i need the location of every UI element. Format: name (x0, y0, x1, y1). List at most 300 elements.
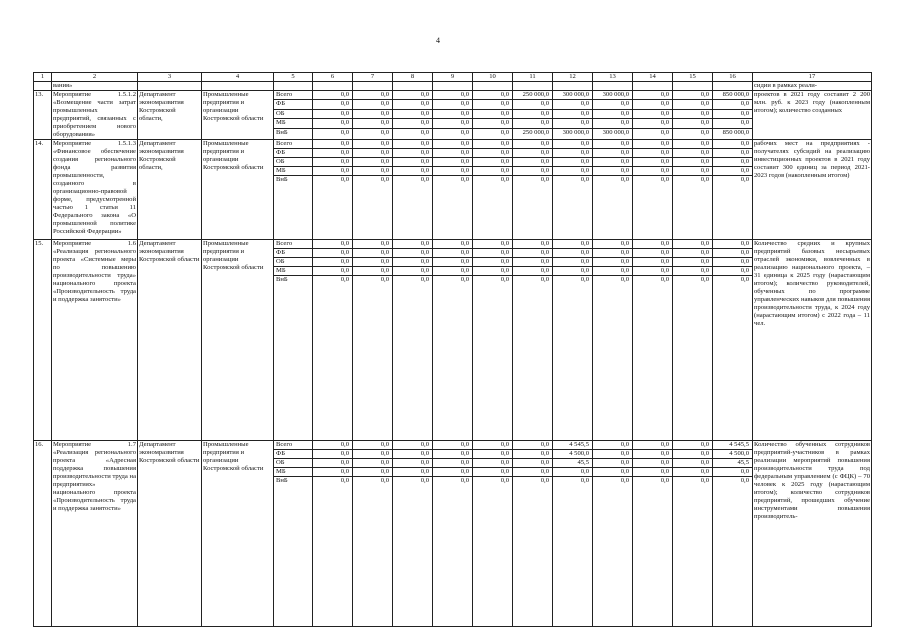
funding-source: МБ (274, 167, 313, 176)
value-cell: 0,0 (673, 128, 713, 140)
value-cell: 0,0 (473, 249, 513, 258)
header-cell: 14 (633, 73, 673, 82)
value-cell: 0,0 (473, 477, 513, 627)
cell-empty (433, 82, 473, 91)
value-cell: 0,0 (553, 477, 593, 627)
header-cell: 8 (393, 73, 433, 82)
value-cell: 0,0 (313, 158, 353, 167)
value-cell: 0,0 (553, 167, 593, 176)
cell-empty (353, 82, 393, 91)
value-cell: 0,0 (513, 468, 553, 477)
value-cell: 0,0 (673, 109, 713, 118)
header-row (34, 73, 872, 82)
header-cell: 1 (34, 73, 52, 82)
funding-source: ФБ (274, 249, 313, 258)
value-cell: 0,0 (673, 240, 713, 249)
value-cell: 0,0 (593, 477, 633, 627)
value-cell: 0,0 (313, 450, 353, 459)
value-cell: 0,0 (353, 109, 393, 118)
funding-source: ОБ (274, 459, 313, 468)
value-cell: 0,0 (513, 276, 553, 441)
value-cell: 0,0 (713, 100, 753, 109)
value-cell: 0,0 (513, 240, 553, 249)
value-cell: 0,0 (553, 100, 593, 109)
value-cell: 0,0 (593, 441, 633, 450)
funding-source: МБ (274, 267, 313, 276)
value-cell: 0,0 (633, 109, 673, 118)
value-cell: 0,0 (513, 149, 553, 158)
value-cell: 0,0 (553, 276, 593, 441)
row-number: 16. (34, 441, 52, 627)
value-cell: 0,0 (353, 276, 393, 441)
value-cell: 0,0 (433, 459, 473, 468)
value-cell: 0,0 (353, 249, 393, 258)
cell-empty (34, 82, 52, 91)
funding-source: МБ (274, 119, 313, 128)
value-cell: 0,0 (353, 258, 393, 267)
value-cell: 0,0 (433, 149, 473, 158)
value-cell: 0,0 (593, 468, 633, 477)
value-cell: 0,0 (513, 441, 553, 450)
value-cell: 0,0 (393, 276, 433, 441)
value-cell: 0,0 (633, 91, 673, 100)
measure-name: Мероприятие 1.5.1.3 «Финансовое обеспечение создания регионального фонда развития промышленности, созданного в организационно-правовой форме, предусмотренной частью 1 статьи 11 Федерального закона «О промышленной политике Российской Федерации» (52, 140, 138, 240)
value-cell: 0,0 (393, 240, 433, 249)
value-cell: 300 000,0 (553, 91, 593, 100)
value-cell: 0,0 (553, 267, 593, 276)
value-cell: 300 000,0 (593, 91, 633, 100)
value-cell: 0,0 (513, 176, 553, 240)
value-cell: 0,0 (313, 119, 353, 128)
value-cell: 250 000,0 (513, 128, 553, 140)
value-cell: 0,0 (433, 450, 473, 459)
cell-empty (593, 82, 633, 91)
value-cell: 0,0 (353, 149, 393, 158)
value-cell: 0,0 (313, 441, 353, 450)
value-cell: 0,0 (513, 100, 553, 109)
value-cell: 0,0 (473, 109, 513, 118)
value-cell: 0,0 (393, 158, 433, 167)
value-cell: 0,0 (553, 149, 593, 158)
funding-source: ВнБ (274, 477, 313, 627)
value-cell: 0,0 (353, 100, 393, 109)
value-cell: 4 545,5 (713, 441, 753, 450)
value-cell: 0,0 (433, 158, 473, 167)
header-cell: 15 (673, 73, 713, 82)
value-cell: 0,0 (713, 249, 753, 258)
value-cell: 0,0 (313, 149, 353, 158)
value-cell: 0,0 (433, 100, 473, 109)
value-cell: 0,0 (593, 450, 633, 459)
value-cell: 0,0 (593, 158, 633, 167)
program-table (33, 72, 872, 627)
funding-source: ОБ (274, 109, 313, 118)
value-cell: 0,0 (673, 91, 713, 100)
value-cell: 0,0 (313, 91, 353, 100)
value-cell: 0,0 (593, 459, 633, 468)
value-cell: 0,0 (473, 240, 513, 249)
value-cell: 0,0 (433, 276, 473, 441)
value-cell: 0,0 (433, 167, 473, 176)
value-cell: 850 000,0 (713, 128, 753, 140)
value-cell: 0,0 (433, 128, 473, 140)
cell-empty (473, 82, 513, 91)
header-cell: 11 (513, 73, 553, 82)
value-cell: 0,0 (393, 119, 433, 128)
value-cell: 0,0 (393, 128, 433, 140)
cell-empty (274, 82, 313, 91)
value-cell: 0,0 (393, 100, 433, 109)
funding-source: ФБ (274, 450, 313, 459)
value-cell: 0,0 (313, 276, 353, 441)
value-cell: 0,0 (353, 91, 393, 100)
value-cell: 0,0 (553, 468, 593, 477)
value-cell: 0,0 (393, 176, 433, 240)
funding-source: ОБ (274, 258, 313, 267)
value-cell: 0,0 (313, 249, 353, 258)
value-cell: 0,0 (313, 140, 353, 149)
value-cell: 0,0 (633, 158, 673, 167)
page-number: 4 (436, 36, 440, 45)
value-cell: 0,0 (713, 140, 753, 149)
value-cell: 0,0 (673, 176, 713, 240)
value-cell: 0,0 (473, 119, 513, 128)
value-cell: 0,0 (513, 167, 553, 176)
value-cell: 0,0 (313, 459, 353, 468)
value-cell: 0,0 (313, 167, 353, 176)
value-cell: 0,0 (673, 167, 713, 176)
value-cell: 0,0 (313, 128, 353, 140)
value-cell: 0,0 (673, 267, 713, 276)
participant: Промышленные предприятия и организации Костромской области (202, 441, 274, 627)
funding-source: Всего (274, 140, 313, 149)
funding-source: ОБ (274, 158, 313, 167)
header-cell: 3 (138, 73, 202, 82)
measure-name: Мероприятие 1.6 «Реализация регионального проекта «Системные меры по повышению производительности труда» национального проекта «Производительность труда и поддержка занятости» (52, 240, 138, 441)
value-cell: 0,0 (473, 128, 513, 140)
value-cell: 0,0 (313, 468, 353, 477)
value-cell: 0,0 (473, 158, 513, 167)
header-cell: 2 (52, 73, 138, 82)
value-cell: 0,0 (673, 459, 713, 468)
value-cell: 0,0 (433, 176, 473, 240)
value-cell: 0,0 (513, 119, 553, 128)
value-cell: 0,0 (713, 258, 753, 267)
header-cell: 5 (274, 73, 313, 82)
value-cell: 0,0 (633, 459, 673, 468)
table-row (34, 240, 872, 249)
funding-source: Всего (274, 441, 313, 450)
value-cell: 0,0 (393, 258, 433, 267)
table-row (34, 91, 872, 100)
value-cell: 0,0 (393, 109, 433, 118)
value-cell: 0,0 (633, 119, 673, 128)
table-row (34, 441, 872, 450)
table-row (34, 140, 872, 149)
value-cell: 0,0 (313, 100, 353, 109)
participant: Промышленные предприятия и организации Костромской области (202, 240, 274, 441)
cell-empty (713, 82, 753, 91)
executor: Департамент экономразвития Костромской области (138, 441, 202, 627)
result-text: Количество средних и крупных предприятий базовых несырьевых отраслей экономики, вовлеченных в реализацию национального проекта, – 31 единица к 2025 году (нарастающим итогом); количество руководителей, обученных по программе управленческих навыков для повышения производительности труда, к 2024 году (нарастающим итогом) с 2022 года – 11 чел. (753, 240, 872, 441)
value-cell: 0,0 (633, 149, 673, 158)
row-number: 14. (34, 140, 52, 240)
result-text: Количество обученных сотрудников предприятий-участников в рамках реализации мероприятий повышения производительности труда под федеральным управлением (с ФЦК) – 70 человек к 2025 году (нарастающим итогом); количество сотрудников предприятий, прошедших обучение инструментами повышения производитель- (753, 441, 872, 627)
value-cell: 0,0 (313, 258, 353, 267)
value-cell: 0,0 (673, 276, 713, 441)
value-cell: 0,0 (553, 109, 593, 118)
continuation-row (34, 82, 872, 91)
value-cell: 0,0 (633, 468, 673, 477)
value-cell: 45,5 (713, 459, 753, 468)
value-cell: 0,0 (473, 149, 513, 158)
value-cell: 0,0 (313, 109, 353, 118)
value-cell: 0,0 (393, 477, 433, 627)
value-cell: 0,0 (513, 249, 553, 258)
cell-empty (313, 82, 353, 91)
value-cell: 0,0 (673, 450, 713, 459)
measure-name: Мероприятие 1.7 «Реализация регионального проекта «Адресная поддержка повышения производительности труда на предприятиях» национального проекта «Производительность труда и поддержка занятости» (52, 441, 138, 627)
value-cell: 850 000,0 (713, 91, 753, 100)
value-cell: 0,0 (353, 459, 393, 468)
executor: Департамент экономразвития Костромской области, (138, 140, 202, 240)
value-cell: 0,0 (713, 149, 753, 158)
header-cell: 10 (473, 73, 513, 82)
value-cell: 0,0 (433, 240, 473, 249)
value-cell: 0,0 (593, 249, 633, 258)
value-cell: 0,0 (393, 450, 433, 459)
value-cell: 0,0 (313, 267, 353, 276)
funding-source: ВнБ (274, 128, 313, 140)
continuation-result: сидии в рамках реали- (753, 82, 872, 91)
value-cell: 0,0 (713, 176, 753, 240)
value-cell: 0,0 (593, 149, 633, 158)
value-cell: 0,0 (393, 468, 433, 477)
value-cell: 0,0 (673, 249, 713, 258)
cell-empty (202, 82, 274, 91)
value-cell: 0,0 (353, 140, 393, 149)
value-cell: 0,0 (473, 441, 513, 450)
cell-empty (553, 82, 593, 91)
value-cell: 0,0 (353, 477, 393, 627)
value-cell: 0,0 (673, 149, 713, 158)
value-cell: 0,0 (473, 450, 513, 459)
value-cell: 0,0 (433, 140, 473, 149)
value-cell: 0,0 (593, 276, 633, 441)
value-cell: 0,0 (633, 140, 673, 149)
value-cell: 0,0 (473, 91, 513, 100)
value-cell: 0,0 (513, 258, 553, 267)
value-cell: 0,0 (633, 450, 673, 459)
value-cell: 0,0 (433, 249, 473, 258)
funding-source: ФБ (274, 100, 313, 109)
value-cell: 0,0 (553, 240, 593, 249)
value-cell: 0,0 (673, 140, 713, 149)
value-cell: 300 000,0 (553, 128, 593, 140)
measure-name: Мероприятие 1.5.1.2 «Возмещение части затрат промышленных предприятий, связанных с приобретением нового оборудования» (53, 91, 136, 138)
value-cell: 0,0 (553, 158, 593, 167)
header-cell: 9 (433, 73, 473, 82)
value-cell: 0,0 (553, 249, 593, 258)
value-cell: 0,0 (593, 167, 633, 176)
value-cell: 0,0 (633, 176, 673, 240)
value-cell: 0,0 (353, 167, 393, 176)
row-number: 15. (34, 240, 52, 441)
cell-empty (673, 82, 713, 91)
value-cell: 0,0 (593, 100, 633, 109)
value-cell: 0,0 (593, 258, 633, 267)
value-cell: 0,0 (633, 249, 673, 258)
value-cell: 0,0 (433, 441, 473, 450)
value-cell: 0,0 (393, 91, 433, 100)
value-cell: 0,0 (393, 249, 433, 258)
cell-empty (633, 82, 673, 91)
value-cell: 0,0 (633, 441, 673, 450)
value-cell: 0,0 (553, 176, 593, 240)
value-cell: 300 000,0 (593, 128, 633, 140)
value-cell: 0,0 (513, 140, 553, 149)
value-cell: 0,0 (553, 119, 593, 128)
value-cell: 0,0 (433, 91, 473, 100)
value-cell: 0,0 (513, 477, 553, 627)
cell-empty (138, 82, 202, 91)
value-cell: 0,0 (633, 167, 673, 176)
value-cell: 0,0 (433, 267, 473, 276)
value-cell: 0,0 (673, 441, 713, 450)
value-cell: 0,0 (633, 276, 673, 441)
value-cell: 0,0 (313, 477, 353, 627)
value-cell: 0,0 (593, 109, 633, 118)
value-cell: 0,0 (633, 267, 673, 276)
header-cell: 16 (713, 73, 753, 82)
value-cell: 0,0 (393, 167, 433, 176)
header-cell: 4 (202, 73, 274, 82)
table-body (34, 73, 872, 627)
value-cell: 0,0 (713, 477, 753, 627)
value-cell: 0,0 (313, 240, 353, 249)
value-cell: 0,0 (473, 140, 513, 149)
value-cell: 0,0 (673, 158, 713, 167)
value-cell: 250 000,0 (513, 91, 553, 100)
value-cell: 0,0 (433, 119, 473, 128)
value-cell: 0,0 (353, 240, 393, 249)
value-cell: 0,0 (393, 459, 433, 468)
header-cell: 7 (353, 73, 393, 82)
value-cell: 0,0 (513, 459, 553, 468)
value-cell: 0,0 (473, 100, 513, 109)
value-cell: 0,0 (393, 149, 433, 158)
result-text: проектов в 2021 году составит 2 200 млн. руб. к 2023 году (накопленным итогом); количество созданных (753, 91, 872, 140)
value-cell: 0,0 (393, 140, 433, 149)
value-cell: 0,0 (433, 477, 473, 627)
value-cell: 0,0 (433, 468, 473, 477)
participant: Промышленные предприятия и организации Костромской области (202, 91, 274, 140)
value-cell: 0,0 (513, 109, 553, 118)
value-cell: 0,0 (713, 276, 753, 441)
continuation-name: вания» (52, 82, 138, 91)
value-cell: 0,0 (473, 276, 513, 441)
cell-empty (393, 82, 433, 91)
funding-source: Всего (274, 240, 313, 249)
value-cell: 0,0 (353, 267, 393, 276)
value-cell: 0,0 (353, 450, 393, 459)
value-cell: 0,0 (473, 167, 513, 176)
value-cell: 0,0 (433, 109, 473, 118)
value-cell: 0,0 (633, 128, 673, 140)
value-cell: 45,5 (553, 459, 593, 468)
value-cell: 4 500,0 (713, 450, 753, 459)
value-cell: 0,0 (593, 267, 633, 276)
value-cell: 0,0 (353, 176, 393, 240)
result-text: рабочих мест на предприятиях - получателях субсидий на реализацию инвестиционных проектов в 2021 году составит 300 единиц за период 2021-2023 годов (накопленным итогом) (753, 140, 872, 240)
value-cell: 0,0 (313, 176, 353, 240)
value-cell: 0,0 (353, 128, 393, 140)
value-cell: 0,0 (633, 240, 673, 249)
value-cell: 0,0 (433, 258, 473, 267)
value-cell: 0,0 (553, 258, 593, 267)
value-cell: 0,0 (593, 119, 633, 128)
value-cell: 0,0 (513, 450, 553, 459)
value-cell: 0,0 (633, 258, 673, 267)
value-cell: 0,0 (393, 441, 433, 450)
value-cell: 0,0 (513, 158, 553, 167)
executor: Департамент экономразвития Костромской области, (138, 91, 202, 140)
executor: Департамент экономразвития Костромской области (138, 240, 202, 441)
value-cell: 0,0 (713, 167, 753, 176)
value-cell: 0,0 (513, 267, 553, 276)
value-cell: 0,0 (713, 240, 753, 249)
funding-source: ФБ (274, 149, 313, 158)
funding-source: ВнБ (274, 176, 313, 240)
funding-source: МБ (274, 468, 313, 477)
value-cell: 0,0 (593, 140, 633, 149)
value-cell: 0,0 (353, 119, 393, 128)
value-cell: 0,0 (713, 119, 753, 128)
value-cell: 0,0 (673, 468, 713, 477)
value-cell: 0,0 (593, 176, 633, 240)
value-cell: 0,0 (713, 468, 753, 477)
participant: Промышленные предприятия и организации Костромской области (202, 140, 274, 240)
value-cell: 0,0 (353, 158, 393, 167)
cell-empty (513, 82, 553, 91)
header-cell: 12 (553, 73, 593, 82)
value-cell: 0,0 (353, 441, 393, 450)
value-cell: 0,0 (633, 477, 673, 627)
value-cell: 0,0 (473, 176, 513, 240)
value-cell: 0,0 (673, 119, 713, 128)
value-cell: 0,0 (593, 240, 633, 249)
funding-source: Всего (274, 91, 313, 100)
header-cell: 6 (313, 73, 353, 82)
value-cell: 0,0 (353, 468, 393, 477)
value-cell: 0,0 (713, 267, 753, 276)
value-cell: 4 500,0 (553, 450, 593, 459)
value-cell: 0,0 (473, 459, 513, 468)
value-cell: 0,0 (393, 267, 433, 276)
value-cell: 0,0 (713, 109, 753, 118)
value-cell: 0,0 (673, 258, 713, 267)
header-cell: 17 (753, 73, 872, 82)
value-cell: 0,0 (673, 100, 713, 109)
header-cell: 13 (593, 73, 633, 82)
value-cell: 0,0 (473, 468, 513, 477)
row-number: 13. (34, 91, 52, 140)
funding-source: ВнБ (274, 276, 313, 441)
value-cell: 0,0 (473, 267, 513, 276)
value-cell: 0,0 (633, 100, 673, 109)
value-cell: 0,0 (673, 477, 713, 627)
value-cell: 0,0 (713, 158, 753, 167)
